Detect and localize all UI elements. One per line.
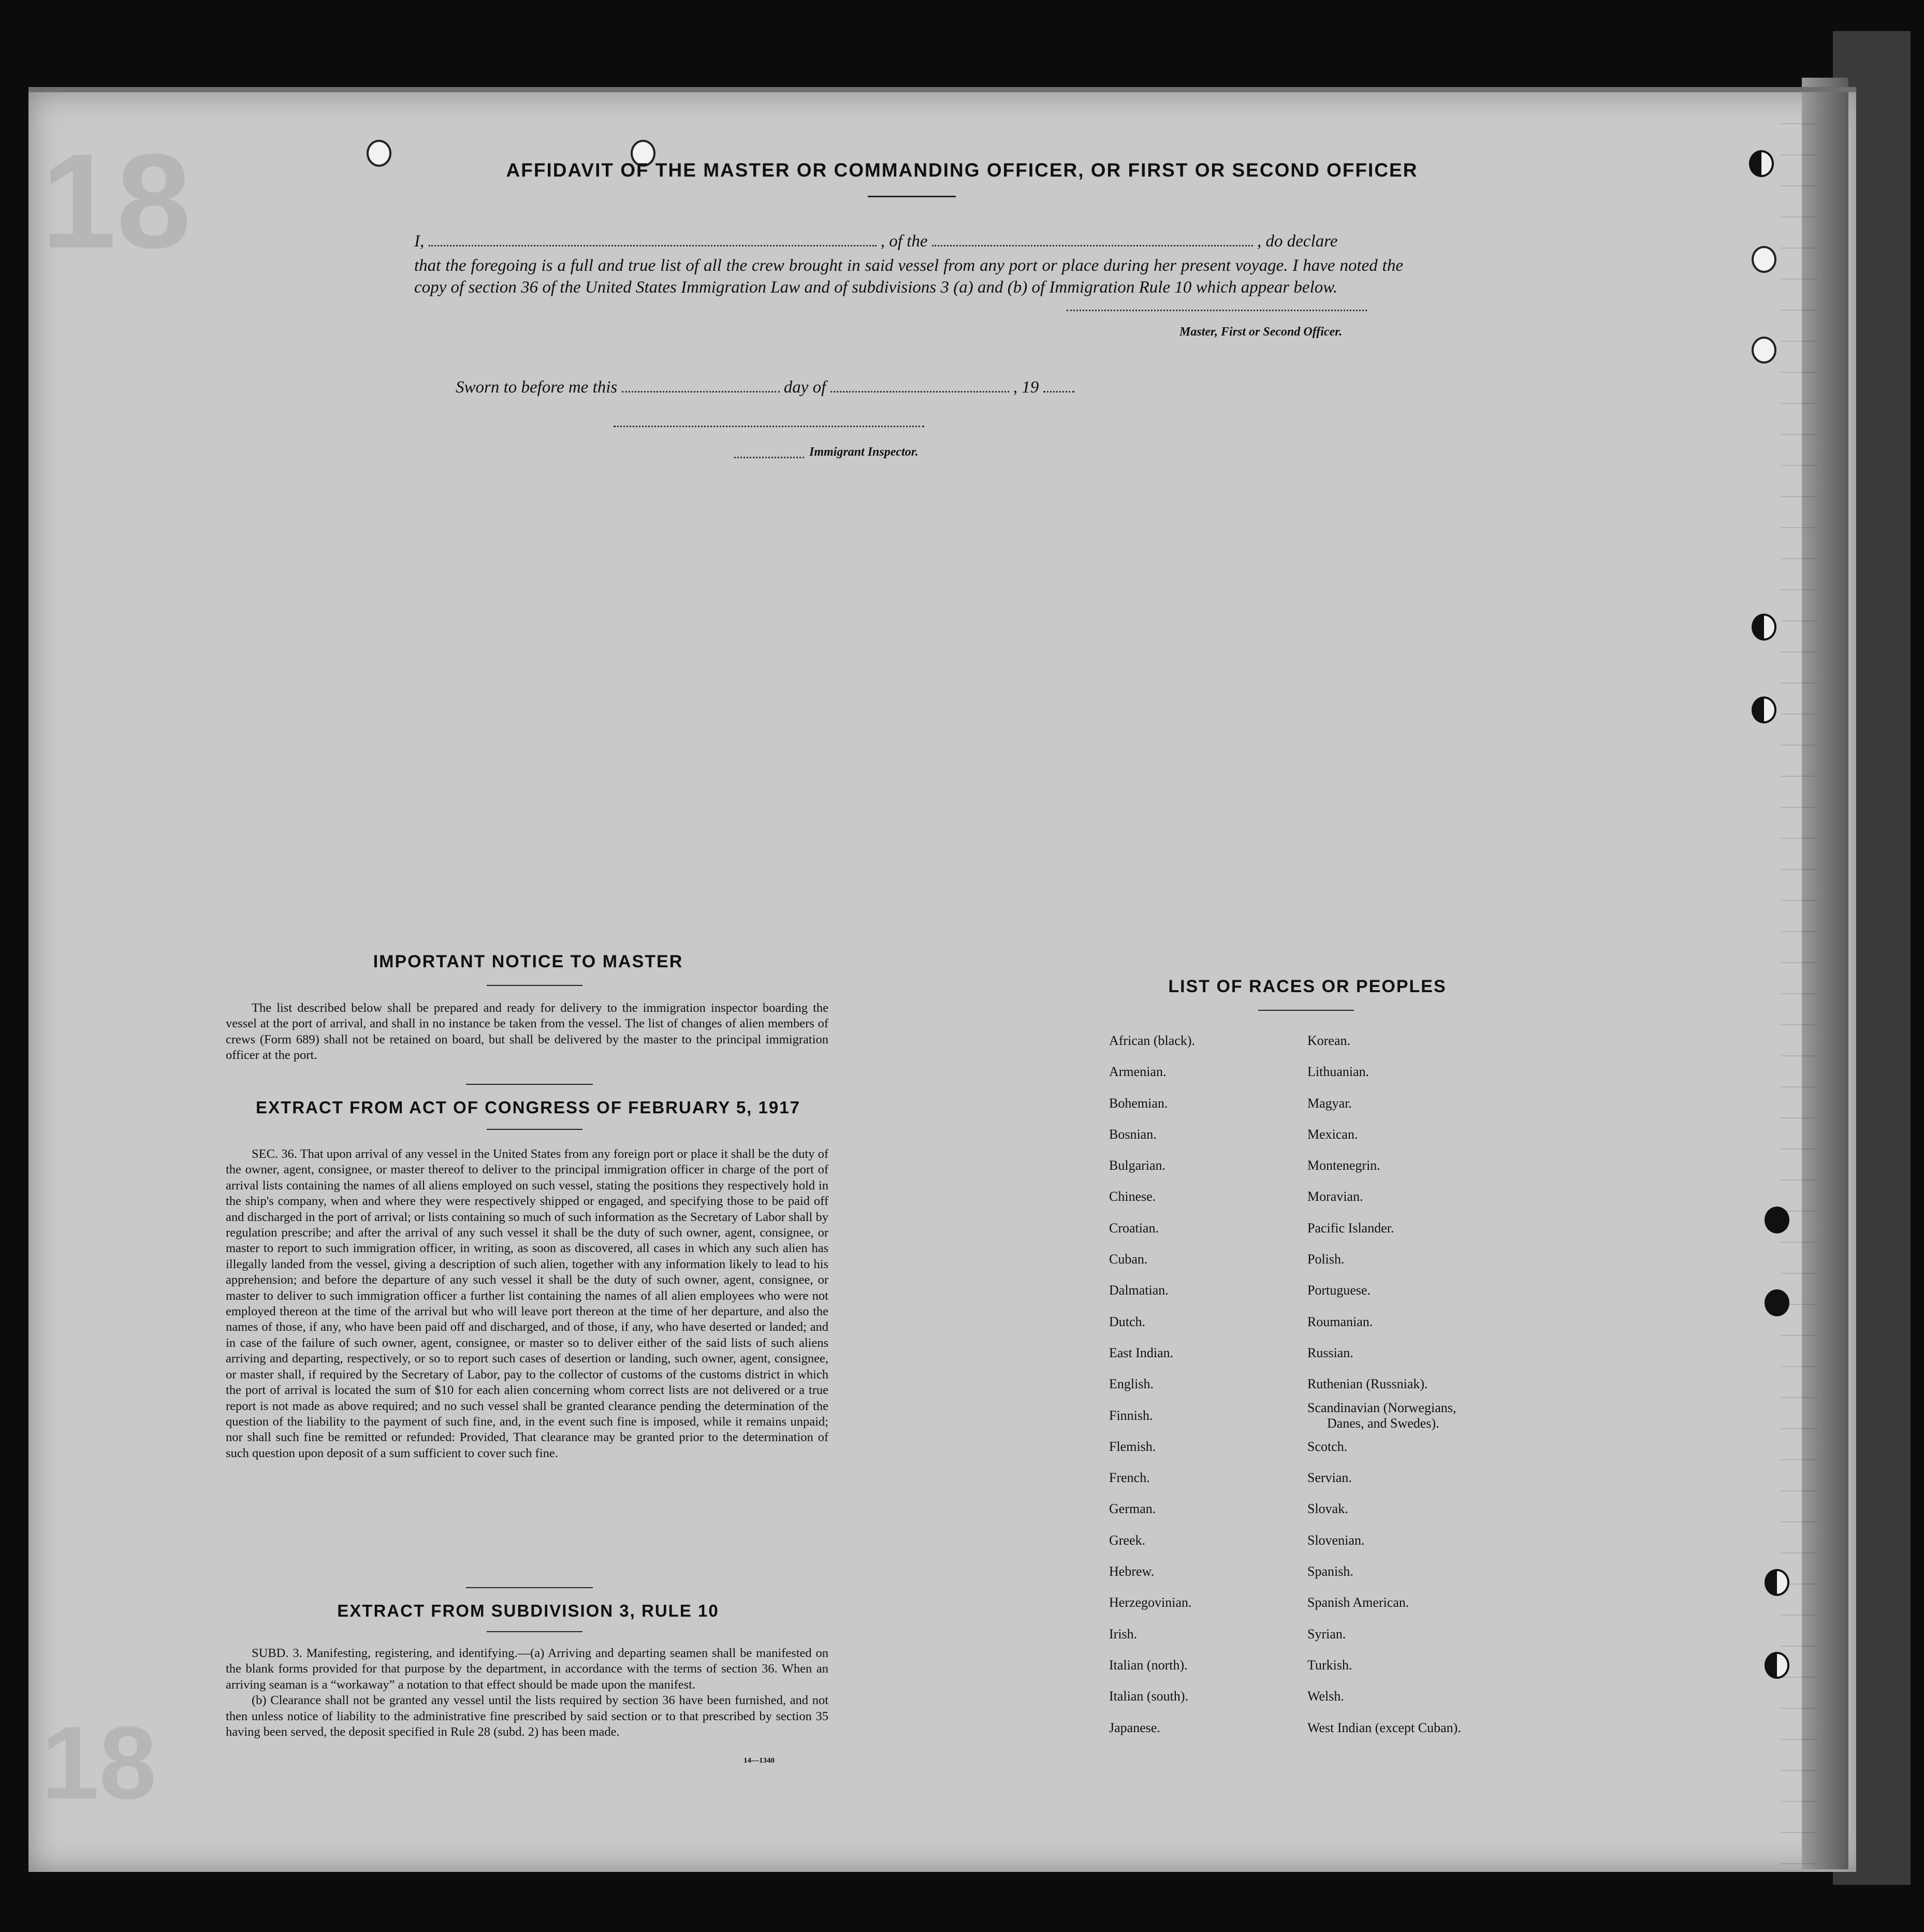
races-right-column: [1307, 1025, 1461, 1744]
punch-hole: [1752, 246, 1776, 273]
sworn-day-of: day of: [783, 378, 826, 397]
race-item: Spanish.: [1307, 1564, 1353, 1579]
race-item-line: Scandinavian (Norwegians,: [1307, 1400, 1456, 1415]
race-item: Irish.: [1109, 1626, 1138, 1642]
race-item: Russian.: [1307, 1345, 1353, 1360]
affidavit-title: AFFIDAVIT OF THE MASTER OR COMMANDING OFFICER, OR FIRST OR SECOND OFFICER: [506, 159, 1418, 181]
race-item: Italian (south).: [1109, 1689, 1189, 1704]
race-item: Croatian.: [1109, 1220, 1159, 1236]
race-item: Hebrew.: [1109, 1564, 1155, 1579]
race-item: Portuguese.: [1307, 1283, 1371, 1298]
notice-text: [226, 1000, 828, 1064]
race-item: French.: [1109, 1470, 1150, 1486]
race-item: Roumanian.: [1307, 1314, 1373, 1329]
extract-rule-rule: [487, 1631, 582, 1632]
extract-act-rule: [487, 1129, 582, 1130]
race-item: Slovak.: [1307, 1501, 1348, 1517]
race-item: Chinese.: [1109, 1189, 1156, 1204]
title-underline: [868, 196, 956, 197]
race-item: Bosnian.: [1109, 1126, 1157, 1142]
bleed-through-mark-bottom: 18: [41, 1705, 157, 1821]
race-item: Pacific Islander.: [1307, 1220, 1394, 1236]
punch-hole: [1752, 614, 1776, 641]
race-item: Armenian.: [1109, 1064, 1167, 1080]
sworn-line: [456, 378, 1074, 397]
master-caption: Master, First or Second Officer.: [1179, 325, 1343, 339]
race-item: Montenegrin.: [1307, 1158, 1380, 1173]
race-item-scandinavian: [1307, 1400, 1461, 1431]
extract-rule-text: [226, 1646, 828, 1740]
affidavit-declare-label: , do declare: [1257, 232, 1338, 251]
affidavit-body: that the foregoing is a full and true list of all the crew brought in said vessel from any port or place during her present voyage. I have noted the copy of section 36 of the United States Immigration Law and of subdivisions 3 (a) and (b) of Immigration Rule 10 which appear below.: [414, 256, 1403, 297]
punch-hole: [1765, 1207, 1789, 1233]
race-item: Herzegovinian.: [1109, 1595, 1192, 1610]
race-item: Italian (north).: [1109, 1657, 1188, 1673]
race-item: Lithuanian.: [1307, 1064, 1369, 1080]
races-title-rule: [1258, 1010, 1354, 1011]
race-item: Syrian.: [1307, 1626, 1346, 1642]
subdivision-a-paragraph: SUBD. 3. Manifesting, registering, and identifying.—(a) Arriving and departing seamen shall be manifested on the blank forms provided for that purpose by the department, in accordance with the terms of section 36. When an arriving seaman is a “workaway” a notation to that effect should be made upon the manifest.: [226, 1646, 828, 1692]
punch-hole: [1752, 337, 1776, 364]
sworn-year: , 19: [1013, 378, 1039, 397]
race-item: Slovenian.: [1307, 1532, 1365, 1548]
sworn-day-blank[interactable]: [622, 381, 780, 393]
extract-rule-title: EXTRACT FROM SUBDIVISION 3, RULE 10: [337, 1601, 719, 1620]
race-item: Scotch.: [1307, 1439, 1348, 1454]
race-item: Japanese.: [1109, 1720, 1160, 1735]
race-item: Finnish.: [1109, 1407, 1153, 1423]
race-item: Servian.: [1307, 1470, 1352, 1486]
race-item: Polish.: [1307, 1252, 1345, 1267]
punch-hole: [1765, 1289, 1789, 1316]
race-item: Cuban.: [1109, 1252, 1148, 1267]
inspector-caption: Immigrant Inspector.: [809, 445, 919, 459]
punch-hole: [1765, 1652, 1789, 1679]
race-item: Flemish.: [1109, 1439, 1156, 1454]
race-item: Bohemian.: [1109, 1095, 1168, 1111]
race-item: Moravian.: [1307, 1189, 1363, 1204]
race-item: Dalmatian.: [1109, 1283, 1169, 1298]
master-signature-line[interactable]: [1067, 310, 1367, 311]
races-left-column: [1109, 1025, 1195, 1744]
vessel-blank[interactable]: [932, 235, 1253, 246]
notice-title-rule: [487, 985, 582, 986]
race-item: Magyar.: [1307, 1095, 1352, 1111]
inspector-prefix-line: [734, 457, 804, 458]
subdivision-b-paragraph: (b) Clearance shall not be granted any vessel until the lists required by section 36 have been furnished, and not then unless notice of liability to the administrative fine prescribed by said section or to that prescribed by section 35 having been served, the deposit specified in Rule 28 (subd. 2) has been made.: [226, 1693, 828, 1739]
inspector-signature-line[interactable]: [614, 426, 924, 427]
race-item: German.: [1109, 1501, 1156, 1517]
race-item: Korean.: [1307, 1033, 1351, 1048]
race-item: English.: [1109, 1376, 1154, 1392]
race-item: Spanish American.: [1307, 1595, 1409, 1610]
notice-paragraph: The list described below shall be prepared and ready for delivery to the immigration inspector boarding the vessel at the port of arrival, and shall in no instance be taken from the vessel. The list of changes of alien members of crews (Form 689) shall not be retained on board, but shall be delivered by the master to the principal immigration officer at the port.: [226, 1001, 828, 1063]
sworn-prefix: Sworn to before me this: [456, 378, 618, 397]
punch-hole: [1765, 1569, 1789, 1596]
race-item-line: Danes, and Swedes).: [1327, 1415, 1439, 1431]
race-item: West Indian (except Cuban).: [1307, 1720, 1461, 1735]
bleed-through-mark-top: 18: [41, 126, 192, 277]
form-number: 14—1340: [744, 1756, 775, 1765]
sworn-year-blank[interactable]: [1043, 381, 1074, 393]
affidavit-declaration-line: [414, 230, 1403, 252]
race-item: Welsh.: [1307, 1689, 1344, 1704]
extract-act-text: [226, 1146, 828, 1461]
bleed-through-grid: [1781, 93, 1817, 1864]
affidavit-of-the-label: , of the: [880, 232, 928, 251]
sworn-month-blank[interactable]: [830, 381, 1009, 393]
race-item: Bulgarian.: [1109, 1158, 1166, 1173]
race-item: Ruthenian (Russniak).: [1307, 1376, 1428, 1392]
punch-hole: [1752, 696, 1776, 723]
race-item: Greek.: [1109, 1532, 1146, 1548]
affidavit-i-label: I,: [414, 232, 425, 251]
notice-separator: [466, 1084, 593, 1085]
race-item: Dutch.: [1109, 1314, 1146, 1329]
races-title: LIST OF RACES OR PEOPLES: [1168, 977, 1447, 996]
top-edge-rule: [28, 87, 1856, 92]
race-item: East Indian.: [1109, 1345, 1174, 1360]
extract-act-separator: [466, 1587, 593, 1588]
name-blank[interactable]: [429, 235, 877, 246]
race-item: African (black).: [1109, 1033, 1196, 1048]
section-36-paragraph: SEC. 36. That upon arrival of any vessel in the United States from any foreign port or place it shall be the duty of the owner, agent, consignee, or master thereof to deliver to the principal immigration officer in charge of the port of arrival lists containing the names of all aliens employed on such vessel, stating the positions they respectively hold in the ship's company, when and where they were respectively shipped or engaged, and specifying those to be paid off and discharged in the port of arrival; or lists containing so much of such information as the Secretary of Labor shall by regulation prescribe; and after the arrival of any such vessel it shall be the duty of such owner, agent, consignee, or master to report to such immigration officer, in writing, as soon as discovered, all cases in which any such alien has illegally landed from the vessel, giving a description of such alien, together with any information likely to lead to his apprehension; and before the departure of any such vessel it shall be the duty of such owner, agent, consignee, or master to deliver to such immigration officer a further list containing the names of all alien employees who were not employed thereon at the time of the arrival but who will leave port thereon at the time of her departure, and also the names of those, if any, who have been paid off and discharged, and of those, if any, who have deserted or landed; and in case of the failure of such owner, agent, consignee, or master so to deliver either of the said lists of such aliens arriving and departing, respectively, or so to report such cases of desertion or landing, such owner, agent, consignee, or master shall, if required by the Secretary of Labor, pay to the collector of customs of the customs district in which the port of arrival is located the sum of $10 for each alien concerning whom correct lists are not delivered or a true report is not made as above required; and no such vessel shall be granted clearance pending the determination of the question of the liability to the payment of such fine, and, in the event such fine is imposed, while it remains unpaid; nor shall such fine be remitted or refunded: Provided, That clearance may be granted prior to the determination of such question upon deposit of a sum sufficient to cover such fine.: [226, 1147, 828, 1460]
notice-title: IMPORTANT NOTICE TO MASTER: [373, 952, 683, 971]
race-item: Turkish.: [1307, 1657, 1352, 1673]
extract-act-title: EXTRACT FROM ACT OF CONGRESS OF FEBRUARY 5, 1917: [256, 1098, 800, 1117]
race-item: Mexican.: [1307, 1126, 1358, 1142]
